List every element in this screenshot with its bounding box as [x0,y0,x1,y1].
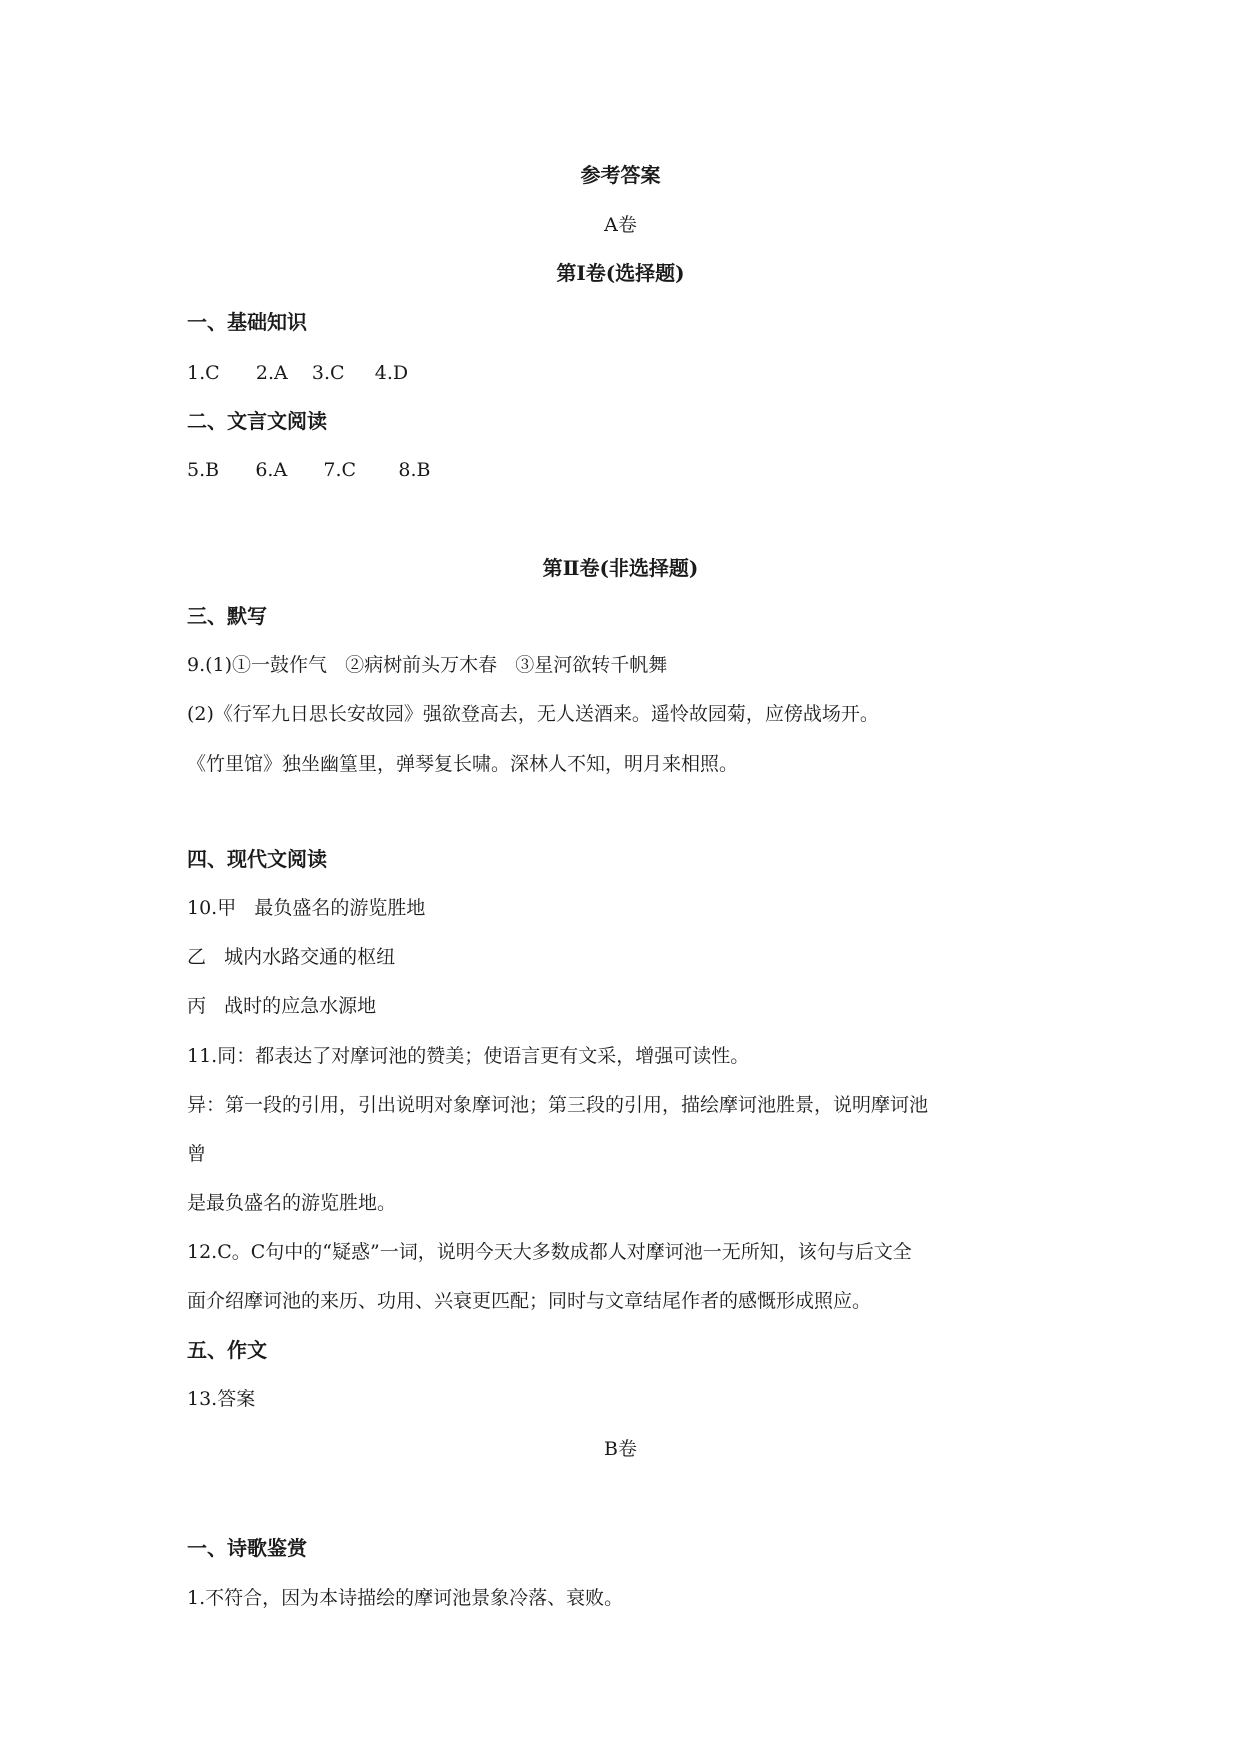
section-2-heading: 二、文言文阅读 [187,409,327,433]
q11-difference-line1: 异：第一段的引用，引出说明对象摩诃池；第三段的引用，描绘摩诃池胜景，说明摩诃池 [187,1094,929,1116]
q9-part2-poem1: (2)《行军九日思长安故园》强欲登高去，无人送酒来。遥怜故园菊，应傍战场开。 [187,703,879,725]
q11-difference-line3: 是最负盛名的游览胜地。 [187,1192,397,1214]
section-2-answers: 5.B 6.A 7.C 8.B [187,459,431,481]
document-title: 参考答案 [580,163,661,187]
q10-jia: 10.甲 最负盛名的游览胜地 [187,897,426,919]
q10-yi: 乙 城内水路交通的枢纽 [187,946,396,968]
section-3-heading: 三、默写 [187,604,267,628]
section-4-heading: 四、现代文阅读 [187,847,327,871]
section-1-heading: 一、基础知识 [187,310,307,334]
part-1-title: 第Ⅰ卷(选择题) [556,261,685,285]
q9-part1-answer: 9.(1)①一鼓作气 ②病树前头万木春 ③星河欲转千帆舞 [187,654,668,676]
q12-line1: 12.C。C句中的“疑惑”一词，说明今天大多数成都人对摩诃池一无所知，该句与后文全 [187,1241,912,1263]
q11-similarity: 11.同：都表达了对摩诃池的赞美；使语言更有文采，增强可读性。 [187,1045,750,1067]
q9-part2-poem2: 《竹里馆》独坐幽篁里，弹琴复长啸。深林人不知，明月来相照。 [187,753,739,775]
volume-a-title: A卷 [604,214,637,236]
part-2-title: 第Ⅱ卷(非选择题) [542,556,699,580]
volume-b-title: B卷 [604,1438,637,1460]
section-1-answers: 1.C 2.A 3.C 4.D [187,362,409,384]
q13-answer: 13.答案 [187,1388,256,1410]
q12-line2: 面介绍摩诃池的来历、功用、兴衰更匹配；同时与文章结尾作者的感慨形成照应。 [187,1290,872,1312]
section-5-heading: 五、作文 [187,1338,267,1362]
q10-bing: 丙 战时的应急水源地 [187,995,377,1017]
q11-difference-line2: 曾 [187,1143,207,1165]
b-section-1-heading: 一、诗歌鉴赏 [187,1536,307,1560]
b-q1-answer: 1.不符合，因为本诗描绘的摩诃池景象冷落、衰败。 [187,1587,624,1609]
